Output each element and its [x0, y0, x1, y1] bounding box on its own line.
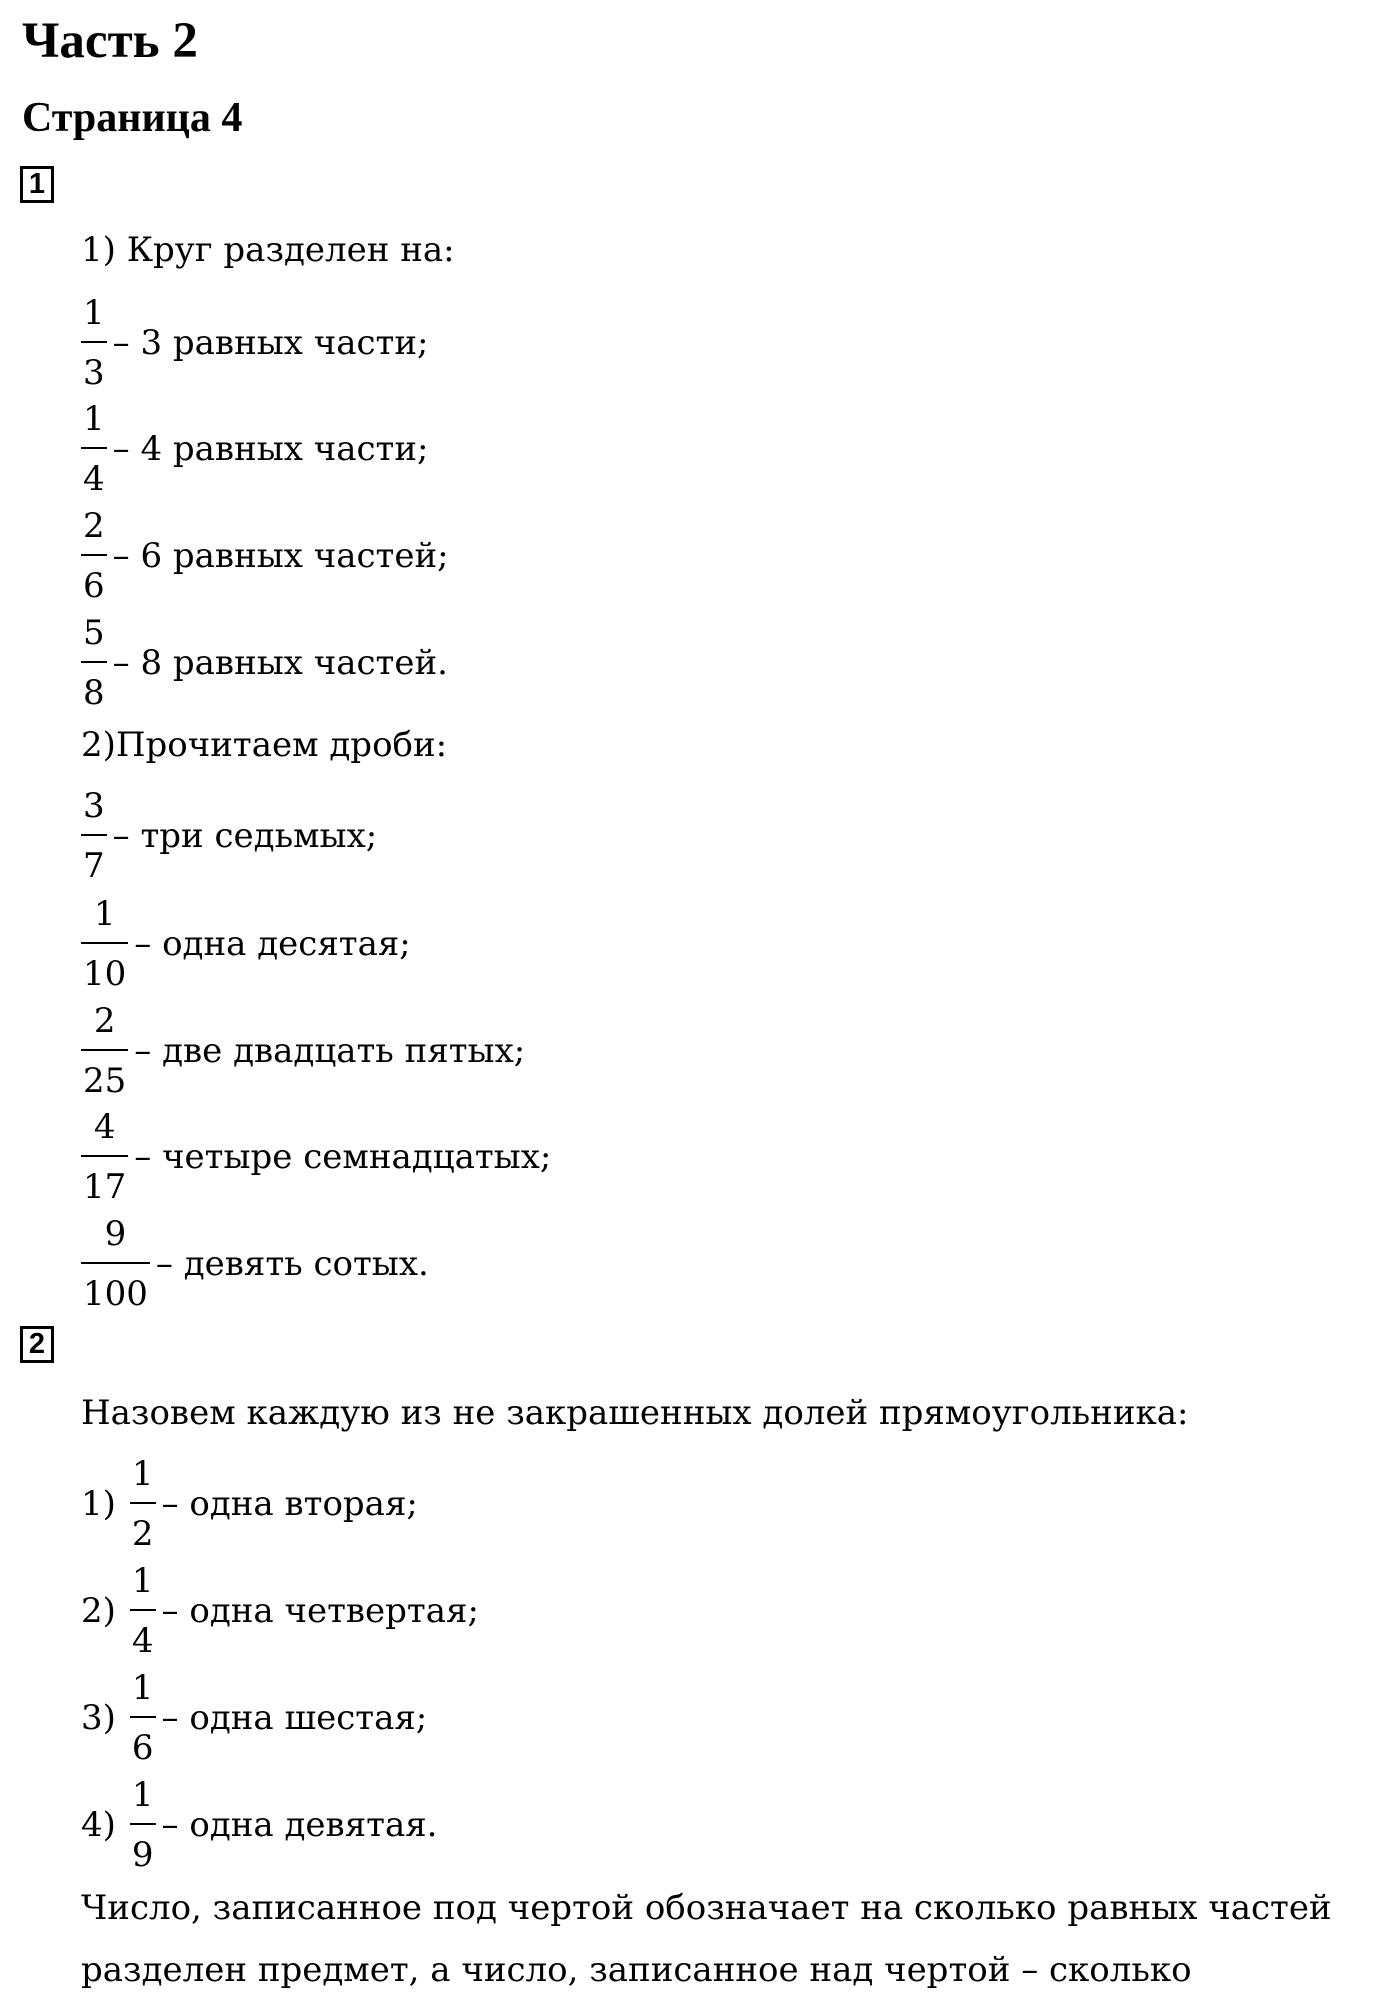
fraction: [81, 1210, 150, 1318]
task1-intro: 1) Круг разделен на:: [81, 230, 455, 270]
fraction-bar: [81, 834, 107, 836]
fraction-reading: – девять сотых.: [155, 1244, 429, 1284]
fraction-bar: [81, 447, 107, 449]
fraction-denominator: 7: [83, 846, 105, 886]
fraction: [81, 289, 107, 397]
fraction: [81, 395, 107, 503]
fraction-numerator: 1: [83, 293, 105, 333]
fraction: [81, 1103, 128, 1211]
fraction-denominator: 9: [131, 1835, 154, 1875]
fraction: [81, 609, 107, 717]
fraction: [130, 1450, 156, 1558]
task-number-badge: 2: [20, 1326, 54, 1363]
fraction-denominator: 4: [131, 1621, 154, 1661]
fraction-row: [81, 995, 525, 1107]
fraction-row: [81, 1769, 437, 1881]
fraction-row: [81, 287, 429, 399]
fraction-denominator: 6: [131, 1728, 154, 1768]
fraction-bar: [81, 661, 107, 663]
fraction-reading: – одна шестая;: [161, 1698, 428, 1738]
fraction-bar: [130, 1823, 156, 1825]
fraction-row: [81, 888, 411, 1000]
fraction-row: [81, 1208, 429, 1320]
fraction-reading: – одна десятая;: [134, 924, 411, 964]
page-heading: Страница 4: [22, 95, 243, 141]
fraction-row: [81, 607, 448, 719]
fraction-denominator: 25: [83, 1061, 127, 1101]
part-heading: Часть 2: [22, 13, 198, 69]
fraction-denominator: 3: [83, 353, 105, 393]
fraction-description: – 3 равных части;: [112, 323, 429, 363]
task1-intro-2: 2)Прочитаем дроби:: [81, 725, 448, 765]
fraction-numerator: 1: [131, 1775, 154, 1815]
fraction-numerator: 4: [93, 1107, 116, 1147]
fraction-numerator: 2: [83, 506, 105, 546]
fraction-row: [81, 500, 449, 612]
fraction-bar: [81, 942, 128, 944]
fraction-row: [81, 780, 377, 892]
fraction-row: [81, 1662, 427, 1774]
fraction-reading: – две двадцать пятых;: [134, 1031, 526, 1071]
conclusion-line-1: Число, записанное под чертой обозначает на сколько равных частей: [81, 1888, 1332, 1928]
fraction-description: – 8 равных частей.: [112, 643, 448, 683]
fraction-denominator: 8: [83, 673, 105, 713]
fraction-numerator: 1: [131, 1561, 154, 1601]
fraction-denominator: 6: [83, 566, 105, 606]
fraction: [81, 502, 107, 610]
fraction-bar: [130, 1609, 156, 1611]
fraction-reading: – одна вторая;: [161, 1484, 418, 1524]
fraction-numerator: 2: [93, 1001, 116, 1041]
fraction-bar: [130, 1502, 156, 1504]
fraction-denominator: 10: [83, 954, 127, 994]
task2-intro: Назовем каждую из не закрашенных долей прямоугольника:: [81, 1393, 1189, 1433]
fraction-numerator: 1: [131, 1668, 154, 1708]
fraction-description: – 6 равных частей;: [112, 536, 449, 576]
fraction-bar: [81, 554, 107, 556]
fraction-reading: – три седьмых;: [112, 816, 378, 856]
fraction-bar: [81, 1262, 150, 1264]
fraction-numerator: 5: [83, 613, 105, 653]
item-number: 4): [81, 1805, 116, 1845]
fraction-row: [81, 1448, 418, 1560]
fraction-row: [81, 1555, 479, 1667]
fraction: [130, 1664, 156, 1772]
task-number-badge: 1: [20, 166, 54, 203]
fraction: [81, 997, 128, 1105]
fraction-row: [81, 393, 429, 505]
fraction-numerator: 1: [131, 1454, 154, 1494]
item-number: 2): [81, 1591, 116, 1631]
fraction-denominator: 17: [83, 1167, 127, 1207]
fraction-bar: [81, 1049, 128, 1051]
fraction-description: – 4 равных части;: [112, 429, 429, 469]
fraction: [81, 782, 107, 890]
fraction-denominator: 4: [83, 459, 105, 499]
fraction-numerator: 1: [93, 894, 116, 934]
fraction: [81, 890, 128, 998]
fraction-reading: – одна четвертая;: [161, 1591, 479, 1631]
fraction: [130, 1557, 156, 1665]
conclusion-line-2: разделен предмет, а число, записанное над чертой – сколько: [81, 1950, 1192, 1990]
fraction-numerator: 1: [83, 399, 105, 439]
fraction-numerator: 3: [83, 786, 105, 826]
fraction-denominator: 100: [83, 1274, 148, 1314]
fraction-bar: [81, 341, 107, 343]
item-number: 3): [81, 1698, 116, 1738]
fraction-bar: [130, 1716, 156, 1718]
fraction-denominator: 2: [131, 1514, 154, 1554]
fraction: [130, 1771, 156, 1879]
fraction-bar: [81, 1155, 128, 1157]
item-number: 1): [81, 1484, 116, 1524]
fraction-numerator: 9: [104, 1214, 127, 1254]
fraction-row: [81, 1101, 551, 1213]
fraction-reading: – четыре семнадцатых;: [134, 1137, 552, 1177]
fraction-reading: – одна девятая.: [161, 1805, 438, 1845]
